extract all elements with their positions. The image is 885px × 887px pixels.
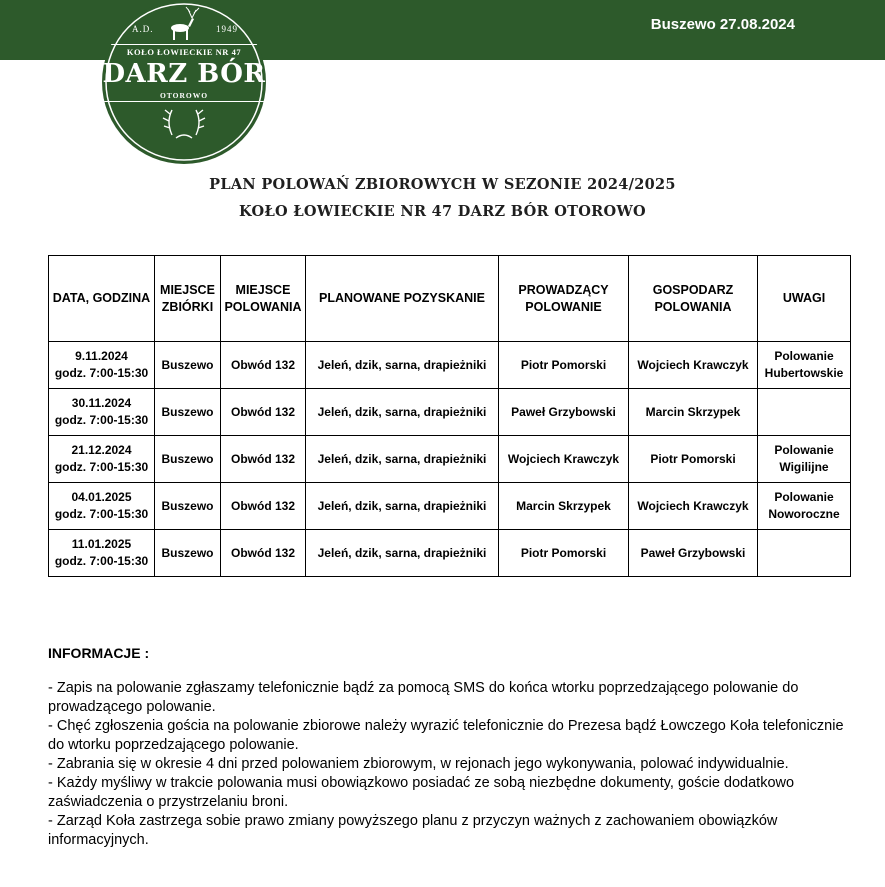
cell-area: Obwód 132 (221, 342, 306, 389)
info-item: - Zapis na polowanie zgłaszamy telefonicznie bądź za pomocą SMS do końca wtorku poprzedzającego polowanie do prowadzącego polowanie. (48, 680, 799, 715)
logo-name: DARZ BÓR (102, 59, 266, 89)
header-date: DATA, GODZINA (49, 256, 155, 342)
info-list (48, 679, 848, 850)
table-row (49, 436, 851, 483)
cell-date (49, 342, 155, 389)
cell-planned: Jeleń, dzik, sarna, drapieżniki (306, 436, 499, 483)
cell-leader: Piotr Pomorski (499, 530, 629, 577)
cell-notes: Polowanie Hubertowskie (758, 342, 851, 389)
header-leader: PROWADZĄCY POLOWANIE (499, 256, 629, 342)
cell-host: Wojciech Krawczyk (629, 483, 758, 530)
cell-leader: Wojciech Krawczyk (499, 436, 629, 483)
info-item: - Zarząd Koła zastrzega sobie prawo zmiany powyższego planu z przyczyn ważnych z zachowaniem obowiązków informacyjnych. (48, 813, 778, 848)
cell-leader: Piotr Pomorski (499, 342, 629, 389)
cell-meeting: Buszewo (155, 342, 221, 389)
time-text: godz. 7:00-15:30 (54, 460, 149, 474)
date-text: 04.01.2025 (71, 490, 132, 504)
cell-area: Obwód 132 (221, 389, 306, 436)
logo-kolo: KOŁO ŁOWIECKIE NR 47 (126, 47, 242, 57)
info-item: - Zabrania się w okresie 4 dni przed polowaniem zbiorowym, w rejonach jego wykonywania, polować indywidualnie. (48, 756, 789, 772)
cell-date (49, 436, 155, 483)
cell-planned: Jeleń, dzik, sarna, drapieżniki (306, 483, 499, 530)
logo-town: OTOROWO (159, 91, 209, 100)
time-text: godz. 7:00-15:30 (54, 554, 149, 568)
table-row (49, 389, 851, 436)
header-date: Buszewo 27.08.2024 (650, 16, 795, 33)
date-text: 30.11.2024 (71, 396, 132, 410)
cell-planned: Jeleń, dzik, sarna, drapieżniki (306, 342, 499, 389)
cell-host: Wojciech Krawczyk (629, 342, 758, 389)
cell-leader: Paweł Grzybowski (499, 389, 629, 436)
cell-meeting: Buszewo (155, 483, 221, 530)
time-text: godz. 7:00-15:30 (54, 366, 149, 380)
header-meeting: MIEJSCE ZBIÓRKI (155, 256, 221, 342)
cell-date (49, 483, 155, 530)
info-item: - Każdy myśliwy w trakcie polowania musi obowiązkowo posiadać ze sobą niezbędne dokumenty, goście dodatkowo zaświadczenia o przystrzelaniu broni. (48, 775, 795, 810)
date-text: 21.12.2024 (71, 443, 132, 457)
header-notes: UWAGI (758, 256, 851, 342)
date-text: 11.01.2025 (71, 537, 132, 551)
cell-meeting: Buszewo (155, 530, 221, 577)
deer-icon (171, 7, 199, 40)
cell-leader: Marcin Skrzypek (499, 483, 629, 530)
table-row (49, 530, 851, 577)
table-row (49, 342, 851, 389)
cell-host: Marcin Skrzypek (629, 389, 758, 436)
cell-notes (758, 530, 851, 577)
cell-area: Obwód 132 (221, 436, 306, 483)
cell-area: Obwód 132 (221, 530, 306, 577)
hunt-plan-table (48, 255, 851, 577)
table-header-row (49, 256, 851, 342)
date-text: 9.11.2024 (75, 349, 128, 363)
header-planned: PLANOWANE POZYSKANIE (306, 256, 499, 342)
cell-host: Piotr Pomorski (629, 436, 758, 483)
page-title-line1: PLAN POLOWAŃ ZBIOROWYCH W SEZONIE 2024/2025 (209, 176, 676, 193)
cell-notes (758, 389, 851, 436)
cell-host: Paweł Grzybowski (629, 530, 758, 577)
club-logo (102, 0, 266, 164)
cell-area: Obwód 132 (221, 483, 306, 530)
cell-meeting: Buszewo (155, 436, 221, 483)
table-row (49, 483, 851, 530)
cell-planned: Jeleń, dzik, sarna, drapieżniki (306, 389, 499, 436)
info-heading: INFORMACJE : (48, 645, 150, 661)
logo-year: 1949 (216, 24, 238, 34)
laurel-icon (163, 110, 205, 138)
time-text: godz. 7:00-15:30 (54, 507, 149, 521)
cell-date (49, 389, 155, 436)
header-host: GOSPODARZ POLOWANIA (629, 256, 758, 342)
cell-meeting: Buszewo (155, 389, 221, 436)
info-item: - Chęć zgłoszenia gościa na polowanie zbiorowe należy wyrazić telefonicznie do Prezesa bądź Łowczego Koła telefonicznie do wtorku poprzedzającego polowanie. (48, 718, 844, 753)
cell-notes: Polowanie Wigilijne (758, 436, 851, 483)
cell-date (49, 530, 155, 577)
time-text: godz. 7:00-15:30 (54, 413, 149, 427)
page-title-line2: KOŁO ŁOWIECKIE NR 47 DARZ BÓR OTOROWO (239, 203, 646, 220)
logo-ad: A.D. (132, 24, 154, 34)
cell-notes: Polowanie Noworoczne (758, 483, 851, 530)
header-area: MIEJSCE POLOWANIA (221, 256, 306, 342)
cell-planned: Jeleń, dzik, sarna, drapieżniki (306, 530, 499, 577)
